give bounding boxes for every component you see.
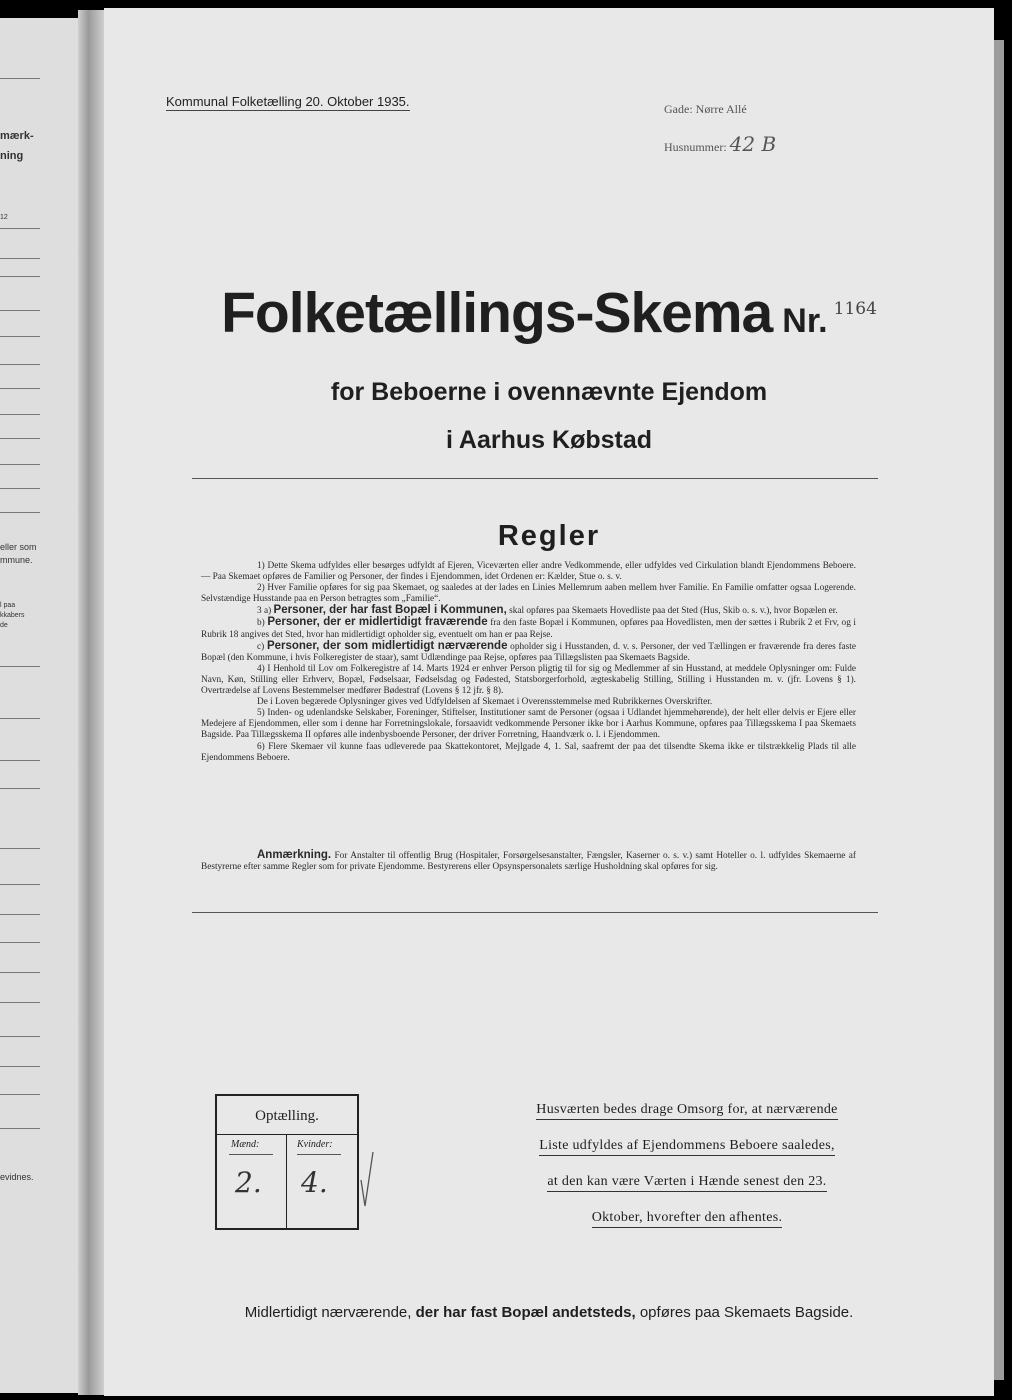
rule-text: opholder sig i Husstanden, d. v. s. Personer, der ved Tællingen er fraværende fra deres faste Bopæl (den Kommune, i hvis Folkeregister de staar), samt Udlændinge paa Rejse, opføres paa Tillægslisten paa Skemaets Bagside.: [201, 641, 856, 663]
divider: [0, 760, 40, 761]
divider: [0, 718, 40, 719]
rule-number: c): [257, 641, 265, 652]
rule-number: b): [257, 618, 265, 629]
divider: [0, 1002, 40, 1003]
left-fragment: de: [0, 622, 8, 629]
left-fragment: l paa: [0, 602, 16, 609]
rule-text: fra den faste Bopæl i Kommunen, opføres paa Hovedlisten, men der sættes i Rubrik 2 et Frv, og i Rubrik 18 angives det Sted, hvor han midlertidigt opholder sig, eventuelt om han er paa Rejse.: [201, 618, 857, 640]
left-fragment: mmune.: [0, 555, 33, 565]
left-fragment: evidnes.: [0, 1172, 34, 1182]
rule-2: 2) Hver Familie opføres for sig paa Skemaet, og saaledes at der lades en Linies Mellemrum aaben mellem hver Familie. En Familie omfatter ogsaa Logerende. Selvstændige Husstande paa en Person betragtes som „Familie“.: [201, 583, 856, 605]
divider: [0, 848, 40, 849]
divider: [0, 512, 40, 513]
divider: [0, 364, 40, 365]
divider: [0, 972, 40, 973]
divider: [0, 258, 40, 259]
host-notice-line: [518, 1210, 856, 1226]
left-fragment: eller som: [0, 542, 37, 552]
street-value: Nørre Allé: [695, 102, 747, 116]
women-count-value: 4.: [301, 1166, 328, 1199]
rules-text: [201, 561, 856, 764]
count-box: [215, 1094, 359, 1230]
divider: [0, 788, 40, 789]
men-label: Mænd:: [231, 1139, 260, 1150]
rule-emphasis: Personer, der som midlertidigt nærværende: [266, 639, 508, 652]
divider: [0, 78, 40, 79]
street-line: [664, 102, 747, 117]
rule-3c: [201, 641, 856, 664]
divider: [0, 388, 40, 389]
host-notice-line: [518, 1138, 856, 1154]
divider: [0, 1066, 40, 1067]
women-label: Kvinder:: [297, 1139, 333, 1150]
form-number-value: 1164: [833, 299, 877, 319]
rule-3b: [201, 617, 856, 640]
divider: [0, 942, 40, 943]
left-page-fragment: [0, 18, 78, 1393]
divider: [192, 478, 878, 479]
subtitle-residents: for Beboerne i ovennævnte Ejendom: [330, 378, 768, 406]
rule-6: 6) Flere Skemaer vil kunne faas udleverede paa Skattekontoret, Mejlgade 4, 1. Sal, saafremt der paa det tilsendte Skema ikke er tilstrækkelig Plads til alle Ejendommens Beboere.: [201, 741, 856, 763]
divider: [0, 914, 40, 915]
census-form-page: [104, 8, 994, 1396]
rules-heading: Regler: [497, 520, 601, 552]
left-fragment: ning: [0, 150, 24, 162]
street-label: Gade:: [664, 102, 693, 116]
annotation-note: [201, 850, 856, 873]
men-label-line: [229, 1154, 273, 1155]
divider: [0, 276, 40, 277]
divider: [0, 1094, 40, 1095]
rule-text: skal opføres paa Skemaets Hovedliste paa det Sted (Hus, Skib o. s. v.), hvor Bopælen er.: [509, 606, 838, 617]
house-number-label: Husnummer:: [664, 140, 727, 154]
census-header: Kommunal Folketælling 20. Oktober 1935.: [166, 94, 410, 109]
house-number-value: 42 B: [729, 132, 777, 156]
footer-post: opføres paa Skemaets Bagside.: [639, 1304, 854, 1321]
host-notice-text: at den kan være Værten i Hænde senest den 23.: [547, 1174, 826, 1192]
rule-4b: De i Loven begærede Oplysninger gives ved Udfyldelsen af Skemaet i Overensstemmelse med Rubrikkernes Overskrifter.: [257, 697, 713, 708]
divider: [0, 438, 40, 439]
men-count-value: 2.: [235, 1166, 262, 1199]
divider: [0, 884, 40, 885]
divider: [0, 1036, 40, 1037]
footer-pre: Midlertidigt nærværende,: [244, 1304, 412, 1321]
divider: [0, 464, 40, 465]
left-fragment: kkabers: [0, 612, 25, 619]
rule-1: 1) Dette Skema udfyldes eller besørges udfyldt af Ejeren, Viceværten eller andre Vedkommende, eller udfyldes ved Cirkulation blandt Ejendommens Beboere. — Paa Skemaet opføres de Familier og Personer, der findes i Ejendommen, idet Ordenen er: Kælder, Stue o. s. v.: [201, 561, 856, 583]
divider: [0, 666, 40, 667]
count-title: Optælling.: [217, 1096, 357, 1135]
host-notice-line: [518, 1174, 856, 1190]
host-notice-line: [518, 1102, 856, 1118]
book-gutter: [78, 10, 104, 1395]
host-notice-text: Oktober, hvorefter den afhentes.: [592, 1210, 783, 1228]
rule-emphasis: Personer, der er midlertidigt fraværende: [267, 616, 488, 629]
form-title-main: Folketællings-Skema: [221, 281, 773, 345]
divider: [192, 912, 878, 913]
rule-emphasis: Personer, der har fast Bopæl i Kommunen,: [273, 604, 507, 617]
form-number-label: Nr.: [782, 302, 828, 340]
footer-note: [104, 1304, 994, 1321]
note-label: Anmærkning.: [257, 849, 332, 861]
women-label-line: [297, 1154, 341, 1155]
left-fragment: mærk-: [0, 130, 34, 142]
host-notice-text: Liste udfyldes af Ejendommens Beboere saaledes,: [539, 1138, 835, 1156]
divider: [0, 336, 40, 337]
divider: [0, 414, 40, 415]
check-mark-icon: [360, 1150, 374, 1210]
subtitle-town: i Aarhus Købstad: [445, 426, 653, 454]
form-title: [104, 280, 994, 346]
divider: [0, 310, 40, 311]
note-text: For Anstalter til offentlig Brug (Hospitaler, Forsørgelsesanstalter, Fængsler, Kaserner o. s. v.) samt Hoteller o. l. udfyldes Skemaerne af Bestyrerne efter samme Regler som for private Ejendomme. Bestyrerens eller Opsynspersonalets særlige Husholdning skal opføres for sig.: [201, 851, 856, 873]
count-divider: [286, 1134, 287, 1228]
rule-number: 3 a): [257, 606, 272, 617]
rule-4: 4) I Henhold til Lov om Folkeregistre af 14. Marts 1924 er enhver Person pligtig til for sig og Medlemmer af sin Husstand, at meddele Oplysninger om: Fulde Navn, Køn, Stilling eller Erhverv, Bopæl, Fødselsaar, Fødselsdag og Fødested, Statsborgerforhold, ægteskabelig Stilling, Stilling i Husstanden m. v. (jfr. Lovens § 1). Overtrædelse af Lovens Bestemmelser medfører Bødestraf (Lovens § 12 jfr. § 8).: [201, 663, 856, 697]
footer-bold: der har fast Bopæl andetsteds,: [415, 1304, 636, 1321]
divider: [0, 228, 40, 229]
left-fragment: 12: [0, 214, 8, 221]
house-number-line: [664, 132, 776, 156]
divider: [0, 488, 40, 489]
rule-5: 5) Inden- og udenlandske Selskaber, Foreninger, Stiftelser, Institutioner samt de Personer (ogsaa i Udlandet hjemmehørende), der helt eller delvis er Ejere eller Medejere af Ejendommen, eller som i denne har Forretningslokale, forsaavidt vedkommende Personer ikke bor i Aarhus Kommune, opføres paa Tillægsskema I paa Skemaets Bagside. Paa Tillægsskema II opføres alle indenbysboende Personer, der driver Forretning, Haandværk o. l. i Ejendommen.: [201, 708, 856, 741]
divider: [0, 1128, 40, 1129]
page-edge: [994, 40, 1004, 1380]
host-notice-text: Husværten bedes drage Omsorg for, at nærværende: [536, 1102, 837, 1120]
